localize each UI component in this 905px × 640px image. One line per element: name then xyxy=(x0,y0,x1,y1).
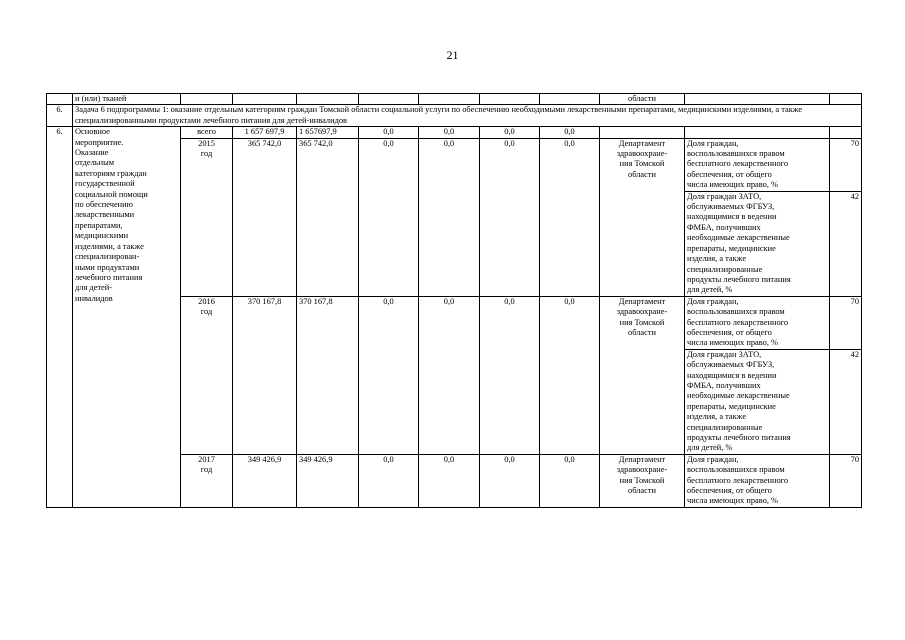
value-cell: 1 657697,9 xyxy=(297,127,359,138)
value-cell: 0,0 xyxy=(480,138,540,296)
continuation-row xyxy=(47,94,862,105)
value-cell: 0,0 xyxy=(540,127,600,138)
value-cell: 0,0 xyxy=(359,454,419,507)
measure-name: Основное мероприятие. Оказание отдельным категориям граждан государственной социальной помощи по обеспечению лекарственными препаратами, медицинскими изделиями, а также специализирован- ными продуктами лечебного питания для детей- инвалидов xyxy=(73,127,181,508)
indicator-name: Доля граждан, воспользовавшихся правом бесплатного лекарственного обеспечения, от общего числа имеющих право, % xyxy=(685,454,830,507)
total-row xyxy=(47,127,862,138)
value-cell: 370 167,8 xyxy=(233,296,297,454)
page-number: 21 xyxy=(446,48,459,62)
value-cell: 365 742,0 xyxy=(297,138,359,296)
value-cell: 365 742,0 xyxy=(233,138,297,296)
executor-cell: Департамент здравоохране- ния Томской области xyxy=(600,296,685,454)
indicator-name: Доля граждан, воспользовавшихся правом бесплатного лекарственного обеспечения, от общего числа имеющих право, % xyxy=(685,138,830,191)
value-cell: 0,0 xyxy=(480,454,540,507)
period-year: 2016 год xyxy=(181,296,233,454)
indicator-value: 42 xyxy=(830,349,862,454)
indicator-value: 70 xyxy=(830,454,862,507)
indicator-name: Доля граждан ЗАТО, обслуживаемых ФГБУЗ, находящимися в ведении ФМБА, получивших необходимые лекарственные препараты, медицинские изделия, а также специализированные продукты лечебного питания для детей, % xyxy=(685,349,830,454)
value-cell: 0,0 xyxy=(419,127,480,138)
measure-number: 6. xyxy=(47,127,73,508)
indicator-value: 42 xyxy=(830,191,862,296)
executor-cell: Департамент здравоохране- ния Томской области xyxy=(600,454,685,507)
period-total: всего xyxy=(181,127,233,138)
value-cell: 0,0 xyxy=(419,296,480,454)
program-table xyxy=(46,93,862,508)
indicator-value: 70 xyxy=(830,296,862,349)
value-cell: 349 426,9 xyxy=(233,454,297,507)
cell-executor: области xyxy=(600,94,685,105)
value-cell: 0,0 xyxy=(359,296,419,454)
period-year: 2017 год xyxy=(181,454,233,507)
value-cell: 0,0 xyxy=(359,138,419,296)
task-number: 6. xyxy=(47,105,73,127)
task-row xyxy=(47,105,862,127)
task-text: Задача 6 подпрограммы 1: оказание отдельным категориям граждан Томской области социальной услуги по обеспечению необходимыми лекарственными препаратами, медицинскими изделиями, а также специализированными продуктами лечебного питания для детей-инвалидов xyxy=(73,105,862,127)
value-cell: 0,0 xyxy=(540,296,600,454)
value-cell: 0,0 xyxy=(480,296,540,454)
indicator-name: Доля граждан ЗАТО, обслуживаемых ФГБУЗ, находящимися в ведении ФМБА, получивших необходимые лекарственные препараты, медицинские изделия, а также специализированные продукты лечебного питания для детей, % xyxy=(685,191,830,296)
period-year: 2015 год xyxy=(181,138,233,296)
value-cell: 0,0 xyxy=(480,127,540,138)
value-cell: 0,0 xyxy=(359,127,419,138)
indicator-name: Доля граждан, воспользовавшихся правом бесплатного лекарственного обеспечения, от общего числа имеющих право, % xyxy=(685,296,830,349)
value-cell: 0,0 xyxy=(540,138,600,296)
cell-number xyxy=(47,94,73,105)
value-cell: 0,0 xyxy=(419,454,480,507)
indicator-value: 70 xyxy=(830,138,862,191)
value-cell: 349 426,9 xyxy=(297,454,359,507)
cell-name: и (или) тканей xyxy=(73,94,181,105)
value-cell: 370 167,8 xyxy=(297,296,359,454)
value-cell: 0,0 xyxy=(540,454,600,507)
value-cell: 1 657 697,9 xyxy=(233,127,297,138)
value-cell: 0,0 xyxy=(419,138,480,296)
executor-cell: Департамент здравоохране- ния Томской области xyxy=(600,138,685,296)
